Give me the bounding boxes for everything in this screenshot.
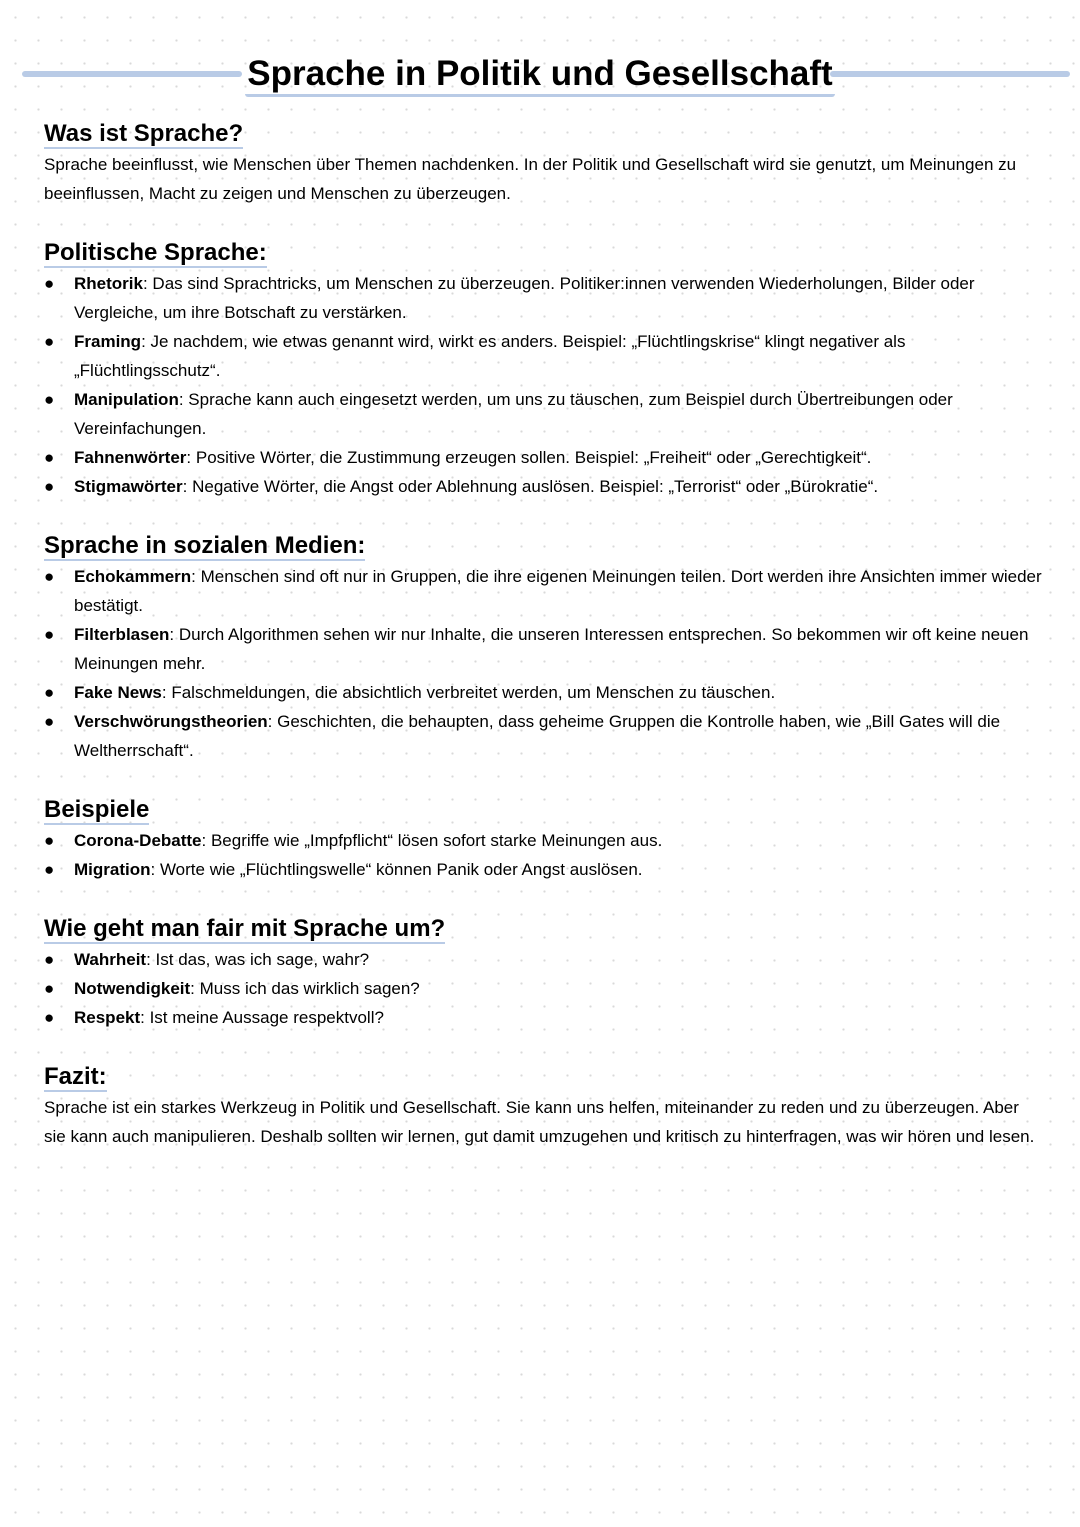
list-item xyxy=(44,707,1044,765)
list-item-term: Echokammern xyxy=(74,567,192,586)
bullet-icon: ● xyxy=(44,950,55,969)
section-beispiele xyxy=(44,794,1044,884)
section-fazit xyxy=(44,1061,1044,1151)
section-politische-sprache xyxy=(44,237,1044,501)
bullet-icon: ● xyxy=(44,390,55,409)
list-item-text: : Falschmeldungen, die absichtlich verbreitet werden, um Menschen zu täuschen. xyxy=(161,683,776,702)
bullet-icon: ● xyxy=(44,1008,55,1027)
list-item-term: Manipulation xyxy=(74,390,179,409)
list-item xyxy=(44,855,1044,884)
section-paragraph: Sprache ist ein starkes Werkzeug in Politik und Gesellschaft. Sie kann uns helfen, miteinander zu reden und zu überzeugen. Aber sie kann auch manipulieren. Deshalb sollten wir lernen, gut damit umzugehen und kritisch zu hinterfragen, was wir hören und lesen. xyxy=(44,1098,1035,1146)
list-item-term: Notwendigkeit xyxy=(74,979,191,998)
list-item-term: Corona-Debatte xyxy=(74,831,202,850)
list-item-text: : Begriffe wie „Impfpflicht“ lösen sofort starke Meinungen aus. xyxy=(201,831,663,850)
list-item-text: : Je nachdem, wie etwas genannt wird, wirkt es anders. Beispiel: „Flüchtlingskrise“ klingt negativer als „Flüchtlingsschutz“. xyxy=(74,332,906,380)
list-item-term: Rhetorik xyxy=(74,274,143,293)
list-item xyxy=(44,269,1044,327)
list-item-term: Fake News xyxy=(74,683,162,702)
bullet-icon: ● xyxy=(44,567,55,586)
section-soziale-medien xyxy=(44,530,1044,765)
list-item-text: : Geschichten, die behaupten, dass geheime Gruppen die Kontrolle haben, wie „Bill Gates will die Weltherrschaft“. xyxy=(74,712,1001,760)
bullet-list xyxy=(44,269,1044,501)
bullet-icon: ● xyxy=(44,625,55,644)
list-item-term: Filterblasen xyxy=(74,625,170,644)
list-item-term: Migration xyxy=(74,860,151,879)
list-item-text: : Muss ich das wirklich sagen? xyxy=(190,979,420,998)
page-title xyxy=(0,52,1080,96)
bullet-list xyxy=(44,826,1044,884)
list-item xyxy=(44,327,1044,385)
list-item-term: Fahnenwörter xyxy=(74,448,187,467)
page-title-text: Sprache in Politik und Gesellschaft xyxy=(245,54,834,97)
bullet-icon: ● xyxy=(44,979,55,998)
list-item xyxy=(44,826,1044,855)
list-item-term: Framing xyxy=(74,332,142,351)
section-heading: Was ist Sprache? xyxy=(44,120,244,147)
list-item xyxy=(44,562,1044,620)
list-item-text: : Das sind Sprachtricks, um Menschen zu überzeugen. Politiker:innen verwenden Wiederholungen, Bilder oder Vergleiche, um ihre Botschaft zu verstärken. xyxy=(74,274,975,322)
bullet-icon: ● xyxy=(44,274,55,293)
list-item-term: Verschwörungstheorien xyxy=(74,712,268,731)
list-item xyxy=(44,678,1044,707)
bullet-list xyxy=(44,945,1044,1032)
list-item-term: Respekt xyxy=(74,1008,141,1027)
section-fair-mit-sprache xyxy=(44,913,1044,1032)
bullet-icon: ● xyxy=(44,860,55,879)
list-item xyxy=(44,472,1044,501)
section-heading: Fazit: xyxy=(44,1063,107,1090)
bullet-icon: ● xyxy=(44,683,55,702)
section-heading: Sprache in sozialen Medien: xyxy=(44,532,366,559)
section-heading: Politische Sprache: xyxy=(44,239,267,266)
list-item-text: : Ist das, was ich sage, wahr? xyxy=(146,950,370,969)
list-item-text: : Menschen sind oft nur in Gruppen, die ihre eigenen Meinungen teilen. Dort werden ihre Ansichten immer wieder bestätigt. xyxy=(74,567,1042,615)
list-item-text: : Positive Wörter, die Zustimmung erzeugen sollen. Beispiel: „Freiheit“ oder „Gerechtigkeit“. xyxy=(186,448,872,467)
bullet-icon: ● xyxy=(44,477,55,496)
list-item-term: Stigmawörter xyxy=(74,477,183,496)
bullet-list xyxy=(44,562,1044,765)
list-item xyxy=(44,385,1044,443)
list-item xyxy=(44,945,1044,974)
section-heading: Wie geht man fair mit Sprache um? xyxy=(44,915,446,942)
bullet-icon: ● xyxy=(44,448,55,467)
list-item xyxy=(44,1003,1044,1032)
list-item xyxy=(44,620,1044,678)
title-row xyxy=(0,52,1080,96)
bullet-icon: ● xyxy=(44,831,55,850)
list-item-text: : Negative Wörter, die Angst oder Ablehnung auslösen. Beispiel: „Terrorist“ oder „Bürokratie“. xyxy=(182,477,879,496)
section-paragraph: Sprache beeinflusst, wie Menschen über Themen nachdenken. In der Politik und Gesellschaft wird sie genutzt, um Meinungen zu beeinflussen, Macht zu zeigen und Menschen zu überzeugen. xyxy=(44,155,1017,203)
list-item-text: : Worte wie „Flüchtlingswelle“ können Panik oder Angst auslösen. xyxy=(150,860,643,879)
bullet-icon: ● xyxy=(44,332,55,351)
bullet-icon: ● xyxy=(44,712,55,731)
list-item-text: : Durch Algorithmen sehen wir nur Inhalte, die unseren Interessen entsprechen. So bekommen wir oft keine neuen Meinungen mehr. xyxy=(74,625,1029,673)
document-body xyxy=(44,118,1044,1151)
list-item-text: : Sprache kann auch eingesetzt werden, um uns zu täuschen, zum Beispiel durch Übertreibungen oder Vereinfachungen. xyxy=(74,390,953,438)
section-was-ist-sprache xyxy=(44,118,1044,208)
list-item-term: Wahrheit xyxy=(74,950,147,969)
list-item-text: : Ist meine Aussage respektvoll? xyxy=(140,1008,384,1027)
list-item xyxy=(44,974,1044,1003)
list-item xyxy=(44,443,1044,472)
section-heading: Beispiele xyxy=(44,796,150,823)
